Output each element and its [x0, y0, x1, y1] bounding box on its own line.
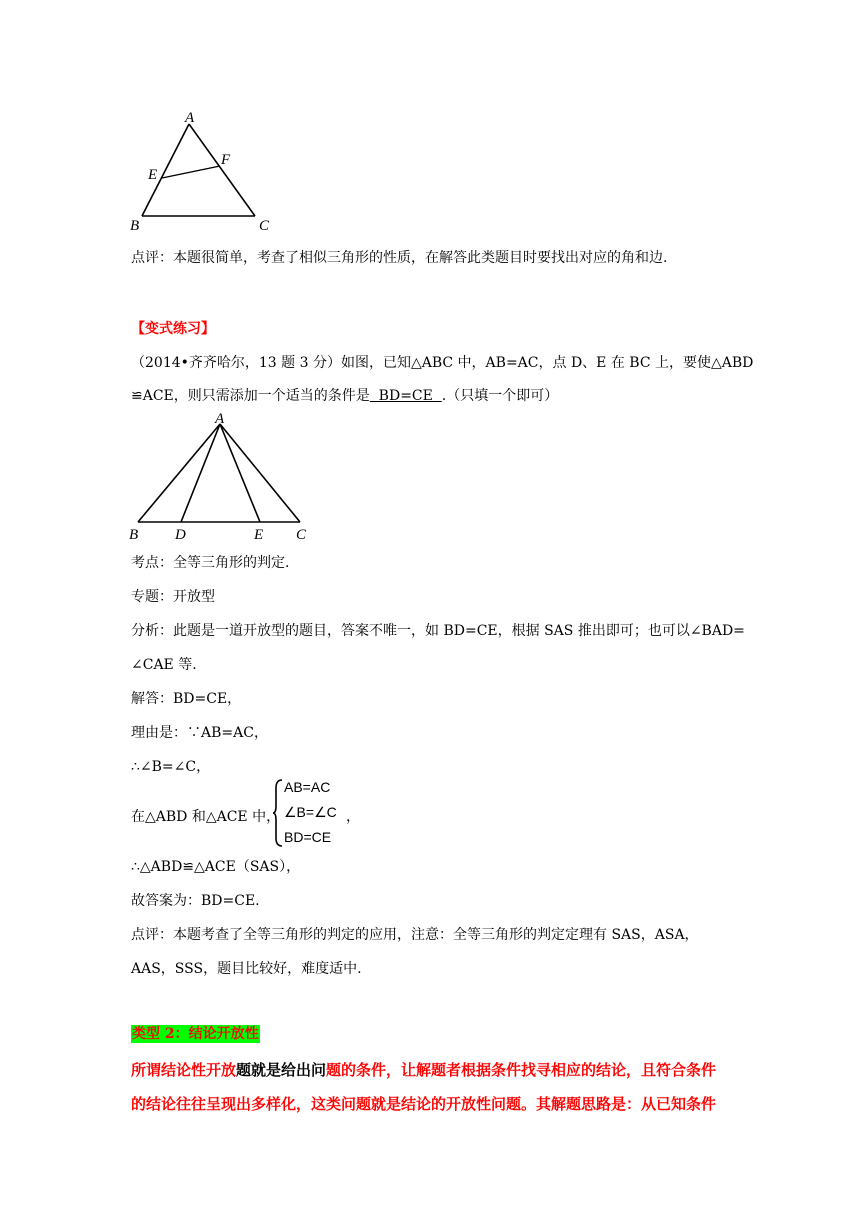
segment-ef	[162, 166, 220, 178]
answer-line: 故答案为：BD=CE.	[131, 893, 260, 909]
label-b-2: B	[129, 527, 139, 542]
review-2-line-1: 点评：本题考查了全等三角形的判定的应用，注意：全等三角形的判定定理有 SAS，ASA，	[131, 927, 699, 943]
review-2-line-2: AAS，SSS，题目比较好，难度适中.	[131, 961, 362, 977]
label-f: F	[221, 152, 231, 168]
problem-line-2-after: .（只填一个即可）	[441, 388, 559, 404]
label-e-2: E	[254, 527, 264, 542]
type2-para-1c: 题的条件，让解题者根据条件找寻相应的结论，且符合条件	[326, 1061, 717, 1079]
jieda: 解答：BD=CE，	[131, 691, 242, 707]
problem-answer-blank: BD=CE	[369, 388, 442, 404]
liyou: 理由是：∵AB=AC，	[131, 725, 268, 741]
problem-line-1: （2014•齐齐哈尔，13 题 3 分）如图，已知△ABC 中，AB=AC，点 D、E 在 BC 上，要使△ABD	[131, 355, 754, 371]
segment-ae	[220, 424, 260, 522]
label-a: A	[185, 110, 195, 126]
left-brace	[272, 778, 284, 848]
system-eq-2: ∠B=∠C	[284, 804, 337, 820]
figure-triangle-abde	[126, 410, 316, 542]
variant-heading: 【变式练习】	[131, 321, 215, 337]
system-comma: ，	[346, 808, 360, 824]
in-triangles: 在△ABD 和△ACE 中，	[131, 809, 281, 825]
problem-line-2-before: ≌ACE，则只需添加一个适当的条件是	[131, 388, 370, 404]
therefore-2: ∴△ABD≌△ACE（SAS），	[131, 859, 301, 875]
problem-line-2	[131, 385, 558, 405]
type2-heading-highlight: 类型 2：结论开放性	[132, 1026, 259, 1042]
label-d-2: D	[175, 527, 186, 542]
fenxi-line-2: ∠CAE 等.	[131, 657, 197, 673]
side-ab-2	[138, 424, 220, 522]
system-eq-1: AB=AC	[284, 779, 331, 795]
zhuanti: 专题：开放型	[131, 589, 215, 605]
label-c-2: C	[296, 527, 307, 542]
segment-ad	[181, 424, 220, 522]
label-b: B	[130, 218, 140, 234]
type2-para-1a: 所谓结论性开放	[131, 1061, 237, 1079]
label-a-2: A	[215, 411, 225, 427]
type2-para-line-2: 的结论往往呈现出多样化，这类问题就是结论的开放性问题。其解题思路是：从已知条件	[131, 1095, 717, 1113]
system-eq-3: BD=CE	[284, 829, 332, 845]
review-1: 点评：本题很简单，考查了相似三角形的性质，在解答此类题目时要找出对应的角和边.	[131, 250, 668, 266]
figure-triangle-aef	[128, 108, 278, 238]
label-e: E	[148, 167, 158, 183]
label-c: C	[259, 218, 270, 234]
fenxi-line-1: 分析：此题是一道开放型的题目，答案不唯一，如 BD=CE，根据 SAS 推出即可；也可以∠BAD=	[131, 623, 745, 639]
kaodian: 考点：全等三角形的判定.	[131, 555, 290, 571]
type2-heading	[131, 1023, 260, 1043]
therefore-1: ∴∠B=∠C，	[131, 759, 211, 775]
type2-para-1b: 题就是给出问	[236, 1061, 327, 1079]
side-ac-2	[220, 424, 300, 522]
type2-para-line-1	[131, 1059, 716, 1080]
